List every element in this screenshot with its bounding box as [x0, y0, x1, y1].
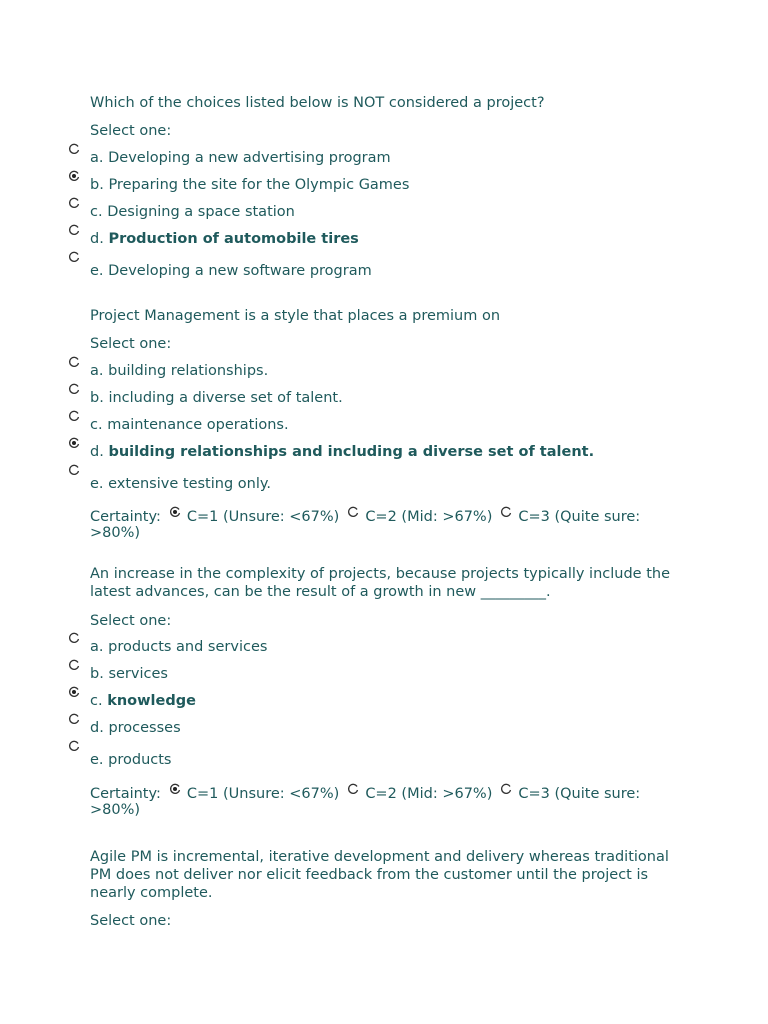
q1-option-e: e. Developing a new software program	[90, 263, 372, 279]
q2-option-c-radio[interactable]	[68, 410, 80, 422]
certainty-c2-label: C=2 (Mid: >67%)	[365, 786, 493, 802]
q3-option-e: e. products	[90, 752, 172, 768]
q3-certainty-row	[90, 783, 640, 803]
question-3-text: An increase in the complexity of projects, because projects typically include the latest advances, can be the result of a growth in new _________.	[90, 566, 670, 600]
q1-option-b-radio[interactable]	[68, 170, 80, 182]
question-2-text: Project Management is a style that places a premium on	[90, 308, 501, 324]
q1-option-a: a. Developing a new advertising program	[90, 150, 391, 166]
q1-option-d-radio[interactable]	[68, 224, 80, 236]
q2-certainty-row	[90, 506, 640, 526]
q3-option-b: b. services	[90, 666, 168, 682]
certainty-label: Certainty:	[90, 509, 161, 525]
q2-option-b: b. including a diverse set of talent.	[90, 390, 343, 406]
q2-option-e: e. extensive testing only.	[90, 476, 271, 492]
q3-option-b-radio[interactable]	[68, 659, 80, 671]
q2-option-a-radio[interactable]	[68, 356, 80, 368]
q1-option-e-radio[interactable]	[68, 251, 80, 263]
question-1-text: Which of the choices listed below is NOT considered a project?	[90, 95, 545, 111]
certainty-c1-label: C=1 (Unsure: <67%)	[186, 509, 340, 525]
q3-certainty-c3-radio[interactable]	[500, 783, 512, 795]
q3-option-a: a. products and services	[90, 639, 268, 655]
question-1-select-one: Select one:	[90, 123, 172, 139]
question-3-select-one: Select one:	[90, 613, 172, 629]
q3-option-e-radio[interactable]	[68, 740, 80, 752]
q3-certainty-c3-continued: >80%)	[90, 802, 141, 818]
certainty-c3-label: C=3 (Quite sure:	[518, 786, 641, 802]
q2-option-b-radio[interactable]	[68, 383, 80, 395]
question-4-text: Agile PM is incremental, iterative development and delivery whereas traditional PM does not deliver nor elicit feedback from the customer until the project is nearly complete.	[90, 849, 669, 901]
q2-option-e-radio[interactable]	[68, 464, 80, 476]
q3-option-d: d. processes	[90, 720, 181, 736]
certainty-c2-label: C=2 (Mid: >67%)	[365, 509, 493, 525]
q1-option-b: b. Preparing the site for the Olympic Games	[90, 177, 410, 193]
q1-option-c-radio[interactable]	[68, 197, 80, 209]
certainty-c1-label: C=1 (Unsure: <67%)	[186, 786, 340, 802]
q2-certainty-c2-radio[interactable]	[347, 506, 359, 518]
q3-option-d-radio[interactable]	[68, 713, 80, 725]
certainty-label: Certainty:	[90, 786, 161, 802]
q2-option-c: c. maintenance operations.	[90, 417, 289, 433]
question-2-select-one: Select one:	[90, 336, 172, 352]
q2-option-a: a. building relationships.	[90, 363, 269, 379]
certainty-c3-label: C=3 (Quite sure:	[518, 509, 641, 525]
q2-option-d: d. building relationships and including a diverse set of talent.	[90, 444, 595, 460]
q3-option-a-radio[interactable]	[68, 632, 80, 644]
q2-certainty-c1-radio[interactable]	[169, 506, 181, 518]
q1-option-d: d. Production of automobile tires	[90, 231, 359, 247]
q2-certainty-c3-continued: >80%)	[90, 525, 141, 541]
question-4-select-one: Select one:	[90, 913, 172, 929]
q1-option-c: c. Designing a space station	[90, 204, 295, 220]
q1-option-a-radio[interactable]	[68, 143, 80, 155]
q3-option-c-radio[interactable]	[68, 686, 80, 698]
q3-option-c: c. knowledge	[90, 693, 196, 709]
q2-option-d-radio[interactable]	[68, 437, 80, 449]
q2-certainty-c3-radio[interactable]	[500, 506, 512, 518]
q3-certainty-c1-radio[interactable]	[169, 783, 181, 795]
q3-certainty-c2-radio[interactable]	[347, 783, 359, 795]
